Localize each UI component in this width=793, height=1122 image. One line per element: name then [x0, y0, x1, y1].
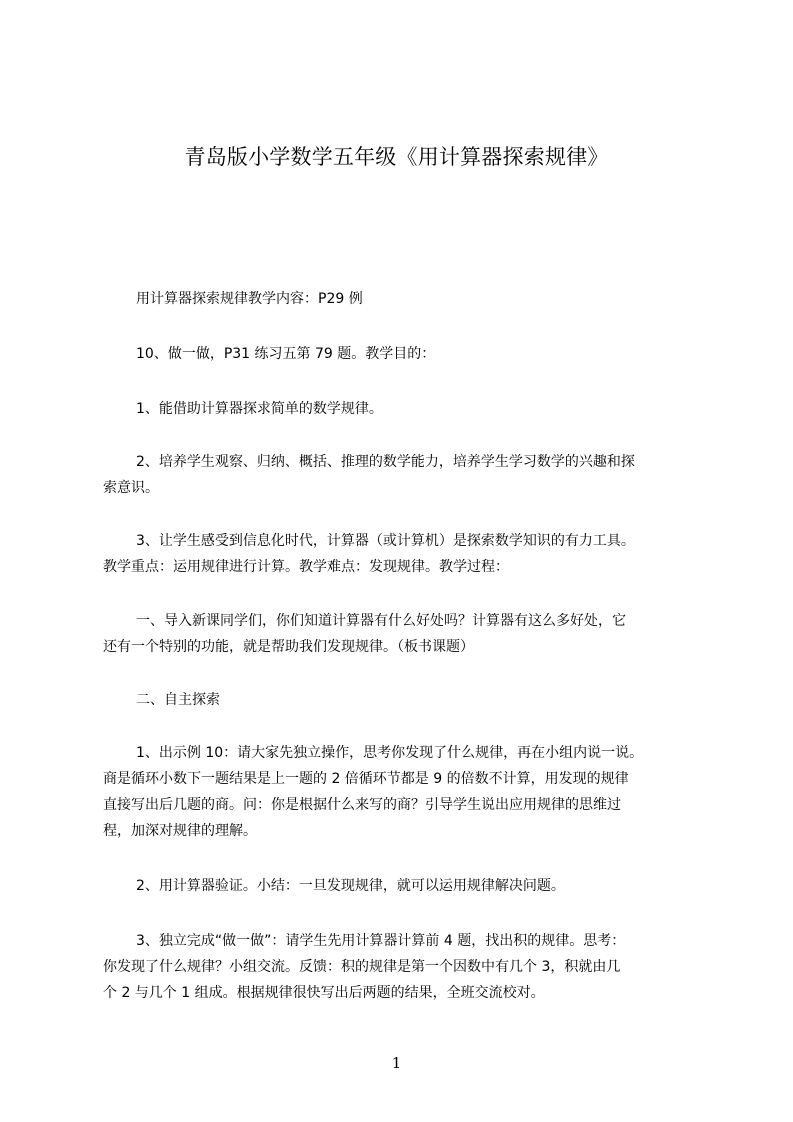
paragraph-section-heading — [103, 687, 723, 713]
paragraph-line: 教学重点：运用规律进行计算。教学难点：发现规律。教学过程： — [103, 559, 509, 575]
paragraph-line: 程，加深对规律的理解。 — [103, 823, 257, 839]
page-number: 1 — [391, 1054, 402, 1072]
paragraph-line: 商是循环小数下一题结果是上一题的 2 倍循环节都是 9 的倍数不计算，用发现的规律 — [103, 771, 629, 787]
paragraph-goal-1 — [103, 396, 723, 422]
paragraph-goal-3 — [103, 528, 723, 580]
paragraph-line: 用计算器探索规律教学内容：P29 例 — [136, 291, 363, 307]
page-title: 青岛版小学数学五年级《用计算器探索规律》 — [184, 145, 609, 169]
paragraph-introduction — [103, 608, 723, 660]
paragraph-line: 个 2 与几个 1 组成。根据规律很快写出后两题的结果，全班交流校对。 — [103, 985, 545, 1001]
paragraph-line: 10、做一做，P31 练习五第 79 题。教学目的： — [136, 346, 436, 362]
paragraph-line: 一、导入新课同学们，你们知道计算器有什么好处吗？计算器有这么多好处，它 — [136, 613, 626, 629]
paragraph-verify — [103, 873, 723, 899]
paragraph-line: 2、培养学生观察、归纳、概括、推理的数学能力，培养学生学习数学的兴趣和探 — [136, 454, 635, 470]
paragraph-goal-2 — [103, 449, 723, 501]
paragraph-line: 你发现了什么规律？小组交流。反馈：积的规律是第一个因数中有几个 3，积就由几 — [103, 959, 621, 975]
paragraph-line: 3、独立完成“做一做”：请学生先用计算器计算前 4 题，找出积的规律。思考： — [136, 933, 626, 949]
paragraph-line: 还有一个特别的功能，就是帮助我们发现规律。（板书课题） — [103, 639, 474, 655]
paragraph-line: 1、能借助计算器探求简单的数学规律。 — [136, 401, 383, 417]
paragraph-line: 二、自主探索 — [136, 692, 220, 708]
paragraph-line: 1、出示例 10：请大家先独立操作，思考你发现了什么规律，再在小组内说一说。 — [136, 745, 644, 761]
paragraph-example — [103, 740, 723, 844]
paragraph-line: 3、让学生感受到信息化时代，计算器（或计算机）是探索数学知识的有力工具。 — [136, 533, 635, 549]
paragraph-line: 索意识。 — [103, 480, 159, 496]
paragraph-exercise — [103, 341, 723, 367]
paragraph-content — [103, 286, 723, 312]
paragraph-practice — [103, 928, 723, 1006]
paragraph-line: 直接写出后几题的商。问：你是根据什么来写的商？引导学生说出应用规律的思维过 — [103, 797, 621, 813]
paragraph-line: 2、用计算器验证。小结：一旦发现规律，就可以运用规律解决问题。 — [136, 878, 565, 894]
